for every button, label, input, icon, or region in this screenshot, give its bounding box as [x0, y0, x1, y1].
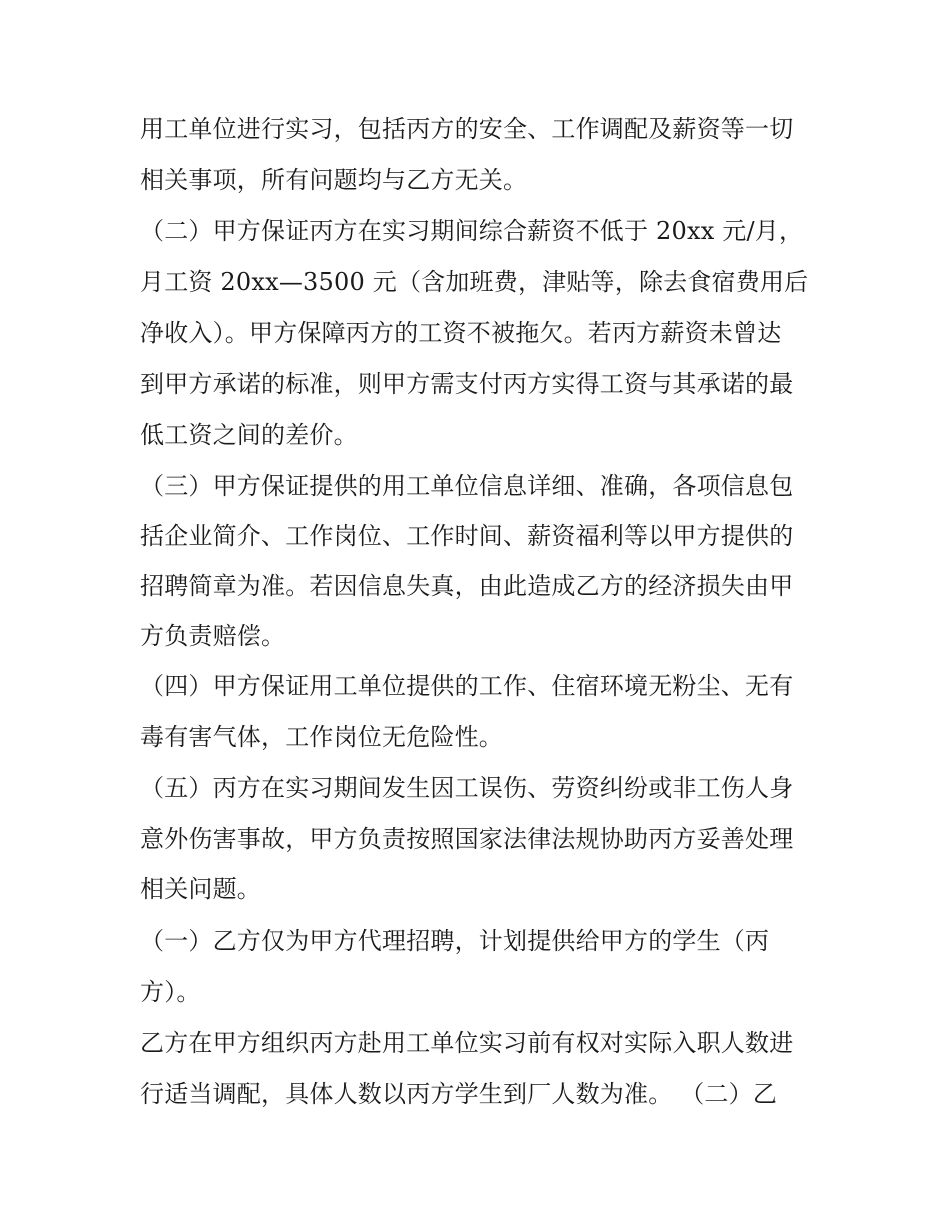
text-line: 行适当调配，具体人数以丙方学生到厂人数为准。 （二）乙 — [140, 1080, 778, 1108]
text-line: 括企业简介、工作岗位、工作时间、薪资福利等以甲方提供的 — [140, 522, 794, 550]
text-line: 相关事项，所有问题均与乙方无关。 — [140, 166, 528, 194]
text-line: 方负责赔偿。 — [140, 622, 286, 650]
text-line: 到甲方承诺的标准，则甲方需支付丙方实得工资与其承诺的最 — [140, 370, 794, 398]
text-line: （四）甲方保证用工单位提供的工作、住宿环境无粉尘、无有 — [140, 672, 794, 700]
text-line: （一）乙方仅为甲方代理招聘，计划提供给甲方的学生（丙 — [140, 927, 770, 955]
text-line: 用工单位进行实习，包括丙方的安全、工作调配及薪资等一切 — [140, 115, 794, 143]
text-line: 毒有害气体，工作岗位无危险性。 — [140, 723, 503, 751]
text-line: 净收入）。甲方保障丙方的工资不被拖欠。若丙方薪资未曾达 — [140, 319, 782, 347]
text-line: 相关问题。 — [140, 875, 261, 903]
text-line: 月工资 20xx—3500 元（含加班费，津贴等，除去食宿费用后 — [140, 268, 809, 296]
text-line: 招聘简章为准。若因信息失真，由此造成乙方的经济损失由甲 — [140, 572, 794, 600]
text-line: 低工资之间的差价。 — [140, 421, 358, 449]
text-line: 意外伤害事故，甲方负责按照国家法律法规协助丙方妥善处理 — [140, 825, 794, 853]
text-line: 方）。 — [140, 978, 201, 1006]
text-line: （二）甲方保证丙方在实习期间综合薪资不低于 20xx 元/月， — [140, 217, 804, 245]
text-line: （五）丙方在实习期间发生因工误伤、劳资纠纷或非工伤人身 — [140, 774, 794, 802]
text-line: 乙方在甲方组织丙方赴用工单位实习前有权对实际入职人数进 — [140, 1029, 794, 1057]
text-line: （三）甲方保证提供的用工单位信息详细、准确，各项信息包 — [140, 472, 794, 500]
